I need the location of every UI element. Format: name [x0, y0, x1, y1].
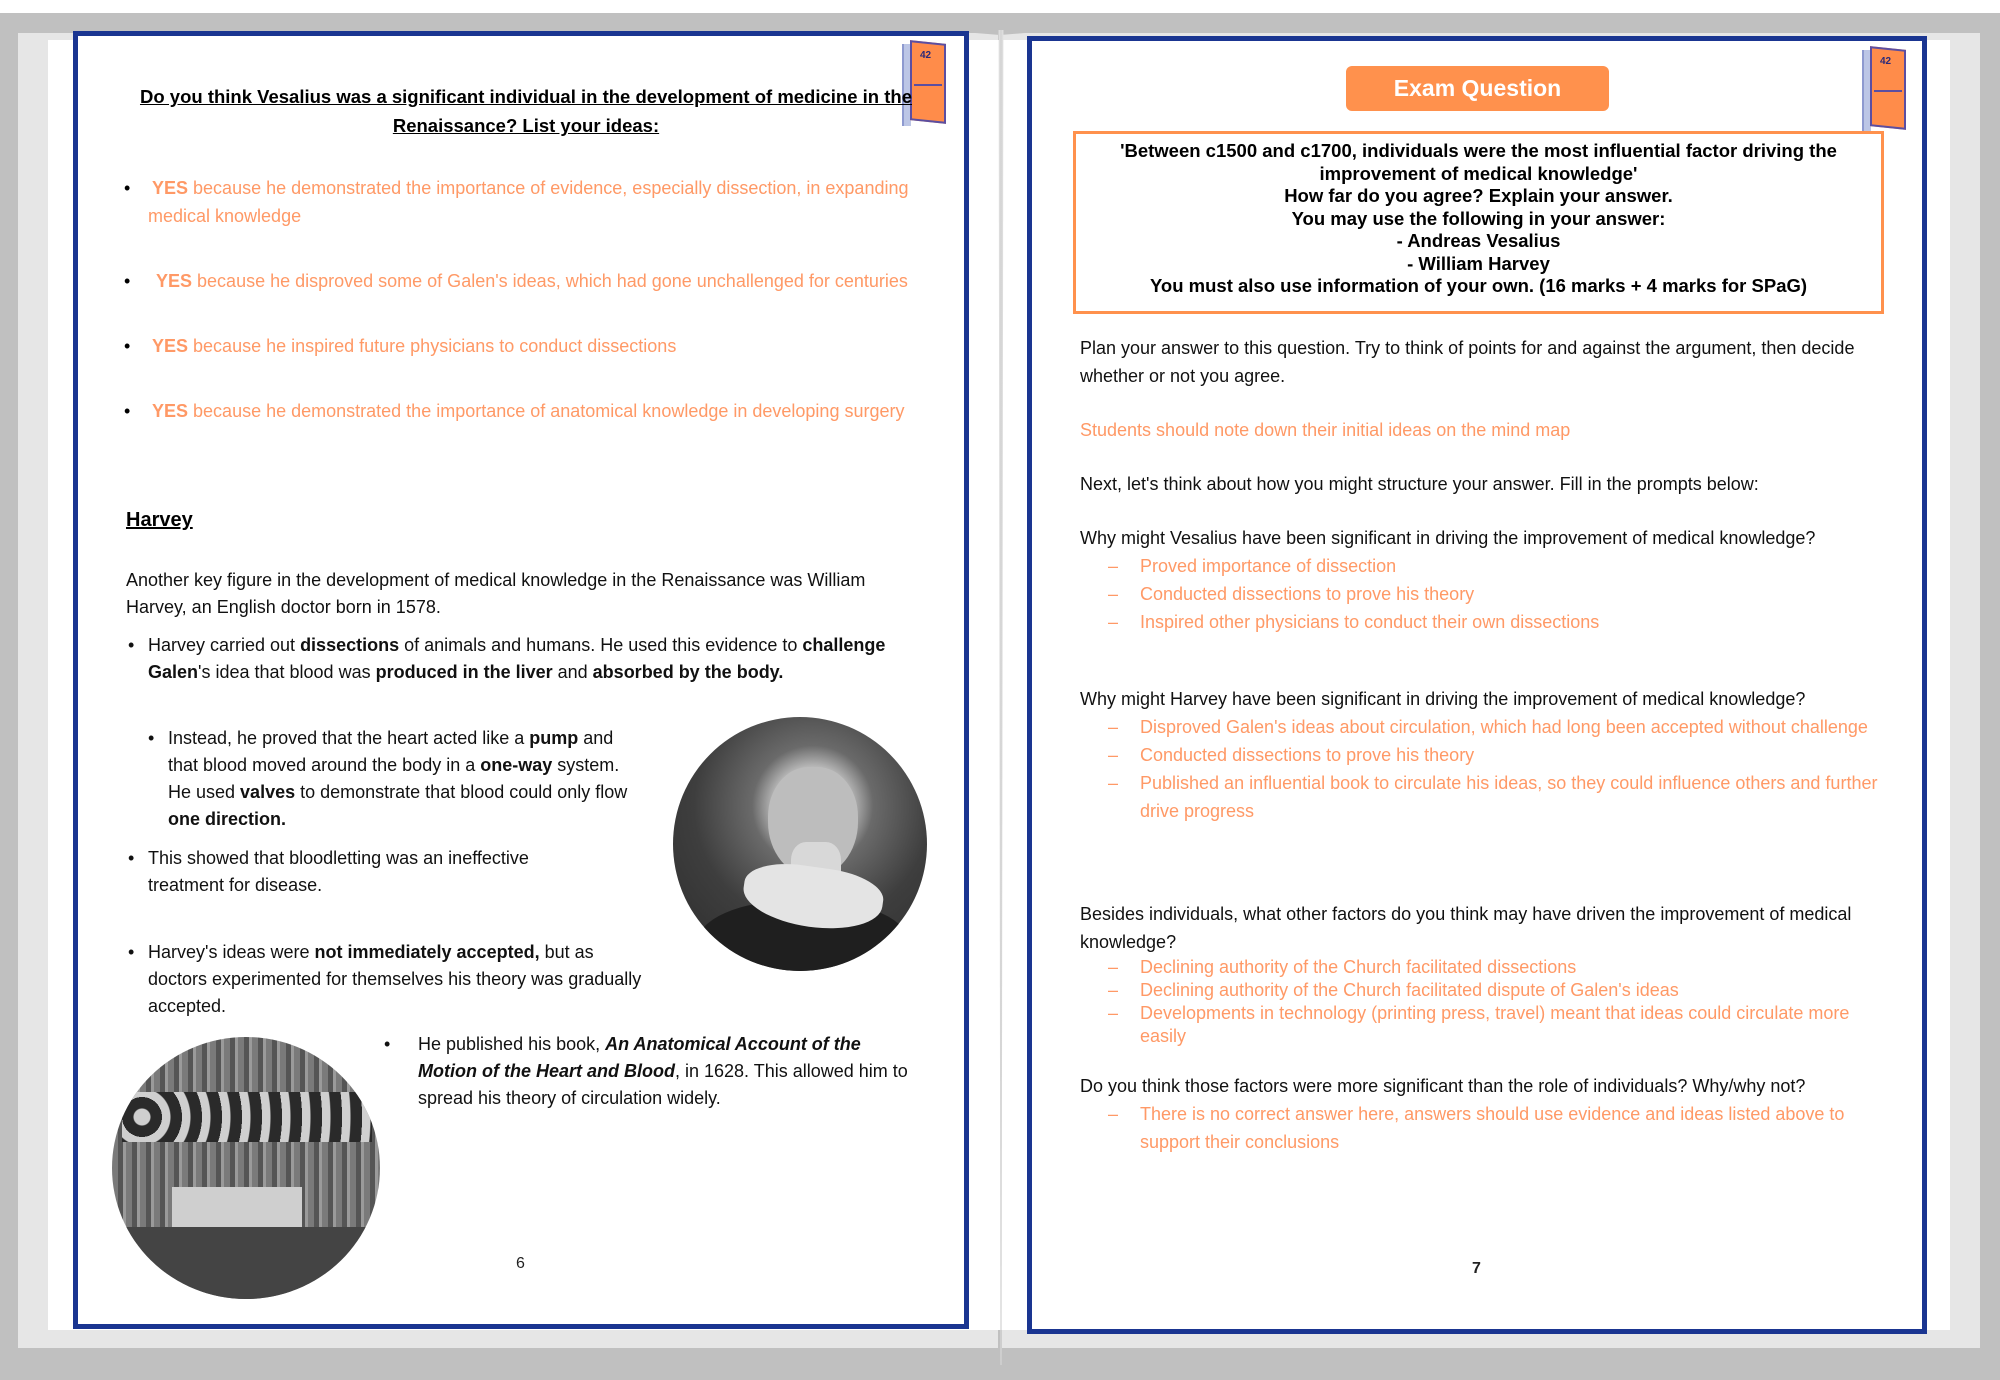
exam-question-banner: Exam Question	[1346, 66, 1609, 111]
factors-prompt-question: Besides individuals, what other factors do you think may have driven the improvement of medical knowledge?	[1080, 904, 1852, 952]
door-number: 42	[1880, 56, 1892, 67]
harvey-bullet-bloodletting: • This showed that bloodletting was an ineffective treatment for disease.	[126, 845, 606, 899]
structure-instructions: Next, let's think about how you might structure your answer. Fill in the prompts below:	[1080, 474, 1759, 494]
mind-map-note: Students should note down their initial ideas on the mind map	[1080, 420, 1571, 440]
answer-item: • YES because he demonstrated the importance of anatomical knowledge in developing surgery	[124, 397, 924, 425]
plan-instructions: Plan your answer to this question. Try to think of points for and against the argument, then decide whether or not you agree.	[1080, 338, 1855, 386]
harvey-bullet-dissections: • Harvey carried out dissections of animals and humans. He used this evidence to challenge Galen's idea that blood was produced in the liver and absorbed by the body.	[126, 632, 896, 686]
harvey-bullet-acceptance: • Harvey's ideas were not immediately accepted, but as doctors experimented for themselves his theory was gradually accepted.	[126, 939, 646, 1020]
vesalius-prompt-answers: – Proved importance of dissection – Conducted dissections to prove his theory – Inspired other physicians to conduct their own dissections	[1108, 552, 1880, 636]
vesalius-question-heading: Do you think Vesalius was a significant individual in the development of medicine in the Renaissance? List your ideas:	[139, 86, 912, 136]
page-number-right: 7	[1472, 1260, 1481, 1277]
harvey-bullet-book: • He published his book, An Anatomical Account of the Motion of the Heart and Blood, in 1628. This allowed him to spread his theory of circulation widely.	[382, 1031, 922, 1112]
harvey-section-title: Harvey	[126, 509, 193, 531]
harvey-bullet-pump: • Instead, he proved that the heart acted like a pump and that blood moved around the body in a one-way system. He used valves to demonstrate that blood could only flow one direction.	[146, 725, 646, 833]
vesalius-prompt-question: Why might Vesalius have been significant in driving the improvement of medical knowledge?	[1080, 528, 1816, 548]
answer-item: • YES because he disproved some of Galen's ideas, which had gone unchallenged for centuries	[124, 267, 924, 295]
dissection-engraving-image	[112, 1037, 380, 1299]
harvey-prompt-question: Why might Harvey have been significant in driving the improvement of medical knowledge?	[1080, 689, 1806, 709]
exam-question-box: 'Between c1500 and c1700, individuals were the most influential factor driving the improvement of medical knowledge' How far do you agree? Explain your answer. You may use the following in your answer: - Andreas Vesalius - William Harvey You must also use information of your own. (16 marks + 4 marks for SPaG)	[1073, 131, 1884, 314]
factors-prompt-section	[1080, 900, 1880, 1048]
answer-item: • YES because he demonstrated the importance of evidence, especially dissection, in expanding medical knowledge	[124, 174, 924, 230]
door-icon	[1862, 48, 1908, 130]
answer-item: • YES because he inspired future physicians to conduct dissections	[124, 332, 924, 360]
harvey-portrait-image	[673, 717, 927, 971]
significance-prompt-answers: – There is no correct answer here, answers should use evidence and ideas listed above to support their conclusions	[1108, 1100, 1880, 1156]
significance-prompt-question: Do you think those factors were more significant than the role of individuals? Why/why not?	[1080, 1076, 1806, 1096]
harvey-intro: Another key figure in the development of medical knowledge in the Renaissance was William Harvey, an English doctor born in 1578.	[126, 570, 866, 617]
harvey-prompt-answers: – Disproved Galen's ideas about circulation, which had long been accepted without challenge – Conducted dissections to prove his theory – Published an influential book to circulate his ideas, so they could influence others and further drive progress	[1108, 713, 1880, 825]
vesalius-prompt-section	[1080, 524, 1880, 636]
harvey-prompt-section	[1080, 685, 1880, 825]
significance-prompt-section	[1080, 1072, 1880, 1156]
vesalius-answer-list	[124, 174, 924, 425]
page-number-left: 6	[516, 1255, 525, 1272]
door-number: 42	[920, 50, 932, 61]
factors-prompt-answers: – Declining authority of the Church facilitated dissections – Declining authority of the Church facilitated dispute of Galen's ideas – Developments in technology (printing press, travel) meant that ideas could circulate more easily	[1108, 956, 1880, 1048]
